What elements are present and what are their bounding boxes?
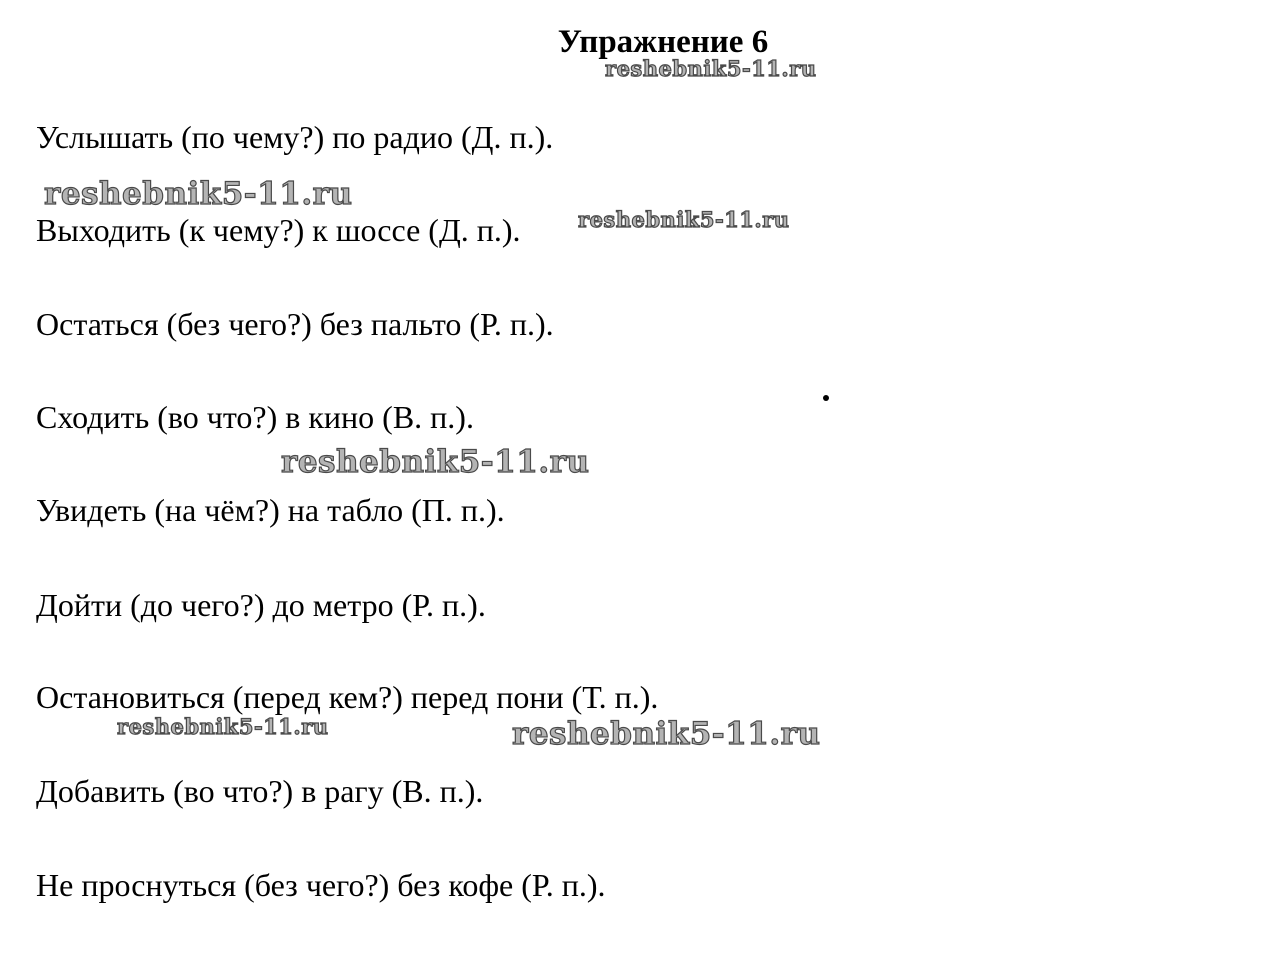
exercise-line-3: Остаться (без чего?) без пальто (Р. п.). [36,306,554,342]
watermark: reshebnik5-11.ru [512,716,821,752]
stray-dot [823,395,829,401]
exercise-line-6: Дойти (до чего?) до метро (Р. п.). [36,587,486,623]
watermark: reshebnik5-11.ru [281,444,590,480]
watermark: reshebnik5-11.ru [578,207,790,232]
exercise-title: Упражнение 6 [557,24,769,60]
exercise-line-8: Добавить (во что?) в рагу (В. п.). [36,773,484,809]
exercise-line-2: Выходить (к чему?) к шоссе (Д. п.). [36,212,521,248]
exercise-line-7: Остановиться (перед кем?) перед пони (Т. п.). [36,679,659,715]
watermark: reshebnik5-11.ru [117,714,329,739]
exercise-line-1: Услышать (по чему?) по радио (Д. п.). [36,119,554,155]
watermark: reshebnik5-11.ru [605,56,817,81]
exercise-line-4: Сходить (во что?) в кино (В. п.). [36,399,474,435]
exercise-line-9: Не проснуться (без чего?) без кофе (Р. п.). [36,867,606,903]
exercise-line-5: Увидеть (на чём?) на табло (П. п.). [36,492,505,528]
watermark: reshebnik5-11.ru [44,176,353,212]
